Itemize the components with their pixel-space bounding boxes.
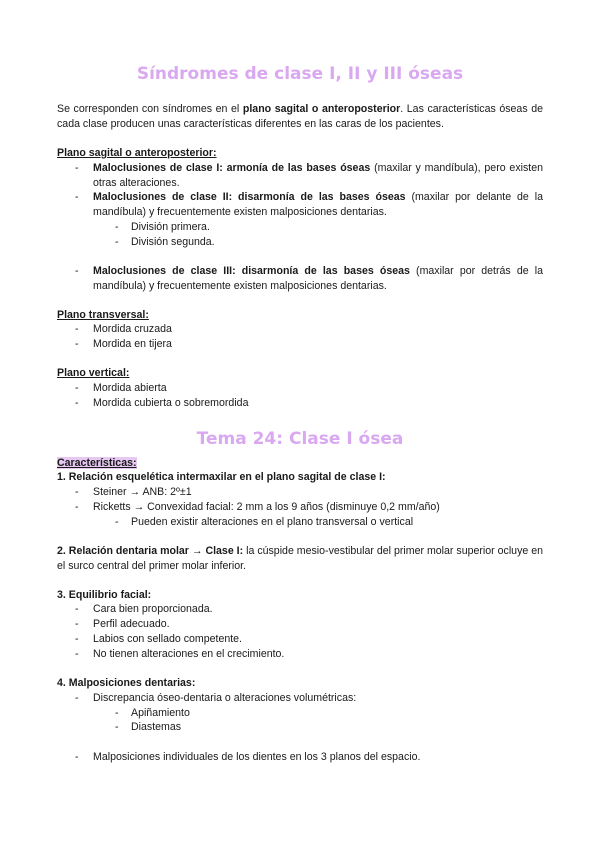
caracteristicas-label: Características:: [57, 457, 137, 469]
bullet: -: [75, 338, 79, 350]
list-item-mordida-cruzada: Mordida cruzada: [93, 323, 172, 335]
bullet: -: [75, 603, 79, 615]
heading-plano-sagital: Plano sagital o anteroposterior:: [57, 147, 217, 159]
relacion-dentaria-text: la cúspide mesio-vestibular del primer molar superior ocluye en el surco central del primer molar inferior.: [57, 545, 544, 572]
list-item-cara: Cara bien proporcionada.: [93, 603, 213, 615]
intro-paragraph: [57, 102, 543, 132]
list-item-sobremordida: Mordida cubierta o sobremordida: [93, 397, 249, 409]
bullet: -: [115, 221, 119, 233]
item-bold: Maloclusiones de clase I: armonía de las bases óseas: [93, 162, 371, 174]
list-item-mordida-tijera: Mordida en tijera: [93, 338, 172, 350]
bullet: -: [75, 382, 79, 394]
list-item-mordida-abierta: Mordida abierta: [93, 382, 167, 394]
bullet: -: [115, 516, 119, 528]
item-bold: Maloclusiones de clase II: disarmonía de las bases óseas: [93, 191, 406, 203]
item-bold: Maloclusiones de clase III: disarmonía de las bases óseas: [93, 265, 410, 277]
list-item-ricketts: Ricketts → Convexidad facial: 2 mm a los 9 años (disminuye 0,2 mm/año): [93, 501, 440, 513]
list-item-clase-3: [93, 264, 543, 294]
intro-bold: plano sagital o anteroposterior: [242, 103, 401, 115]
list-item-malposiciones-individuales: Malposiciones individuales de los dientes en los 3 planos del espacio.: [93, 751, 421, 763]
bullet: -: [75, 265, 79, 277]
heading-caracteristicas: [57, 456, 137, 471]
sub-item-division-segunda: División segunda.: [131, 236, 215, 248]
list-item-clase-1: [93, 161, 543, 191]
heading-malposiciones: 4. Malposiciones dentarias:: [57, 677, 196, 689]
heading-plano-vertical: Plano vertical:: [57, 367, 130, 379]
list-item-clase-2: [93, 190, 543, 220]
bullet: -: [115, 236, 119, 248]
heading-plano-transversal: Plano transversal:: [57, 309, 149, 321]
bullet: -: [75, 323, 79, 335]
bullet: -: [75, 501, 79, 513]
heading-equilibrio-facial: 3. Equilibrio facial:: [57, 589, 152, 601]
heading-relacion-esqueletica: 1. Relación esquelética intermaxilar en el plano sagital de clase I:: [57, 471, 386, 483]
list-item-discrepancia: Discrepancia óseo-dentaria o alteraciones volumétricas:: [93, 692, 357, 704]
bullet: -: [115, 721, 119, 733]
item-text: (maxilar y mandíbula), pero existen otras alteraciones.: [93, 162, 544, 189]
list-item-labios: Labios con sellado competente.: [93, 633, 243, 645]
bullet: -: [75, 397, 79, 409]
sub-item-alteraciones: Pueden existir alteraciones en el plano transversal o vertical: [131, 516, 414, 528]
bullet: -: [75, 692, 79, 704]
sub-item-apinamiento: Apiñamiento: [131, 707, 190, 719]
bullet: -: [75, 486, 79, 498]
list-item-steiner: Steiner → ANB: 2º±1: [93, 486, 192, 498]
list-item-perfil: Perfil adecuado.: [93, 618, 170, 630]
bullet: -: [75, 191, 79, 203]
bullet: -: [75, 633, 79, 645]
item-text: (maxilar por delante de la mandíbula) y frecuentemente existen malposiciones dentarias.: [93, 191, 543, 218]
intro-text-rest: . Las características óseas de cada clase producen unas características diferentes en las caras de los pacientes.: [57, 103, 544, 130]
paragraph-relacion-dentaria: [57, 544, 543, 574]
relacion-dentaria-bold: 2. Relación dentaria molar → Clase I:: [57, 545, 244, 557]
bullet: -: [75, 648, 79, 660]
title-sindromes: Síndromes de clase I, II y III óseas: [136, 64, 464, 84]
sub-item-diastemas: Diastemas: [131, 721, 182, 733]
bullet: -: [75, 751, 79, 763]
bullet: -: [75, 162, 79, 174]
sub-item-division-primera: División primera.: [131, 221, 210, 233]
bullet: -: [75, 618, 79, 630]
item-text: (maxilar por detrás de la mandíbula) y frecuentemente existen malposiciones dentarias.: [93, 265, 543, 292]
intro-text: Se corresponden con síndromes en el: [57, 103, 243, 115]
bullet: -: [115, 707, 119, 719]
title-tema-24: Tema 24: Clase I ósea: [196, 429, 404, 449]
list-item-crecimiento: No tienen alteraciones en el crecimiento.: [93, 648, 285, 660]
